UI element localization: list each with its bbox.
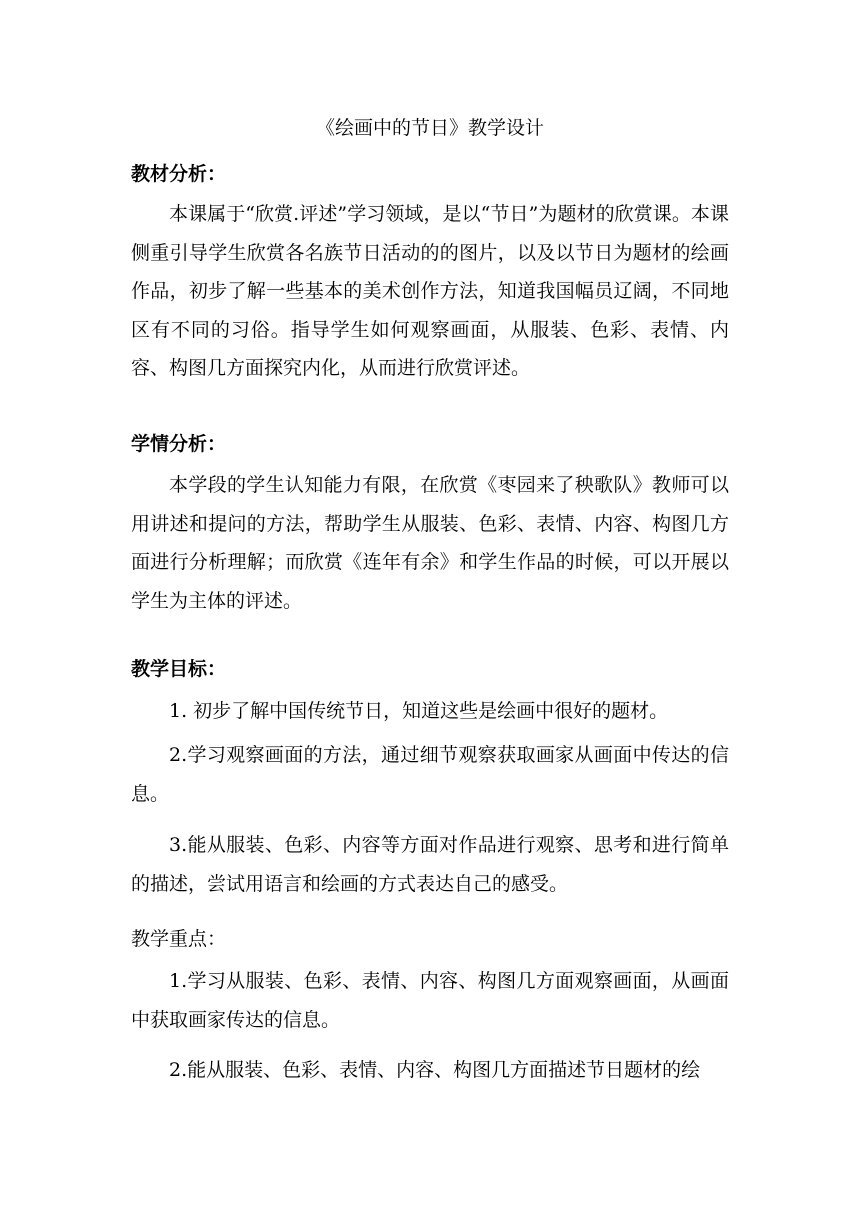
teaching-focus-item-2: 2.能从服装、色彩、表情、内容、构图几方面描述节日题材的绘 xyxy=(169,1059,701,1081)
section-heading-student-analysis: 学情分析： xyxy=(131,433,227,455)
section-heading-teaching-focus: 教学重点： xyxy=(131,928,227,950)
section-heading-material-analysis: 教材分析： xyxy=(131,163,227,185)
teaching-goal-item-1: 1. 初步了解中国传统节日，知道这些是绘画中很好的题材。 xyxy=(169,700,669,722)
section-heading-teaching-goals: 教学目标： xyxy=(131,658,227,680)
student-analysis-paragraph: 本学段的学生认知能力有限，在欣赏《枣园来了秧歌队》教师可以用讲述和提问的方法，帮助学生从服装、色彩、表情、内容、构图几方面进行分析理解；而欣赏《连年有余》和学生作品的时候，可以开展以学生为主体的评述。 xyxy=(131,474,729,612)
material-analysis-paragraph: 本课属于“欣赏.评述”学习领域，是以“节日”为题材的欣赏课。本课侧重引导学生欣赏各名族节日活动的的图片，以及以节日为题材的绘画作品，初步了解一些基本的美术创作方法，知道我国幅员辽阔，不同地区有不同的习俗。指导学生如何观察画面，从服装、色彩、表情、内容、构图几方面探究内化，从而进行欣赏评述。 xyxy=(131,203,729,379)
teaching-goal-item-2: 2.学习观察画面的方法，通过细节观察获取画家从画面中传达的信息。 xyxy=(131,744,729,805)
teaching-goal-item-3: 3.能从服装、色彩、内容等方面对作品进行观察、思考和进行简单的描述，尝试用语言和绘画的方式表达自己的感受。 xyxy=(131,834,729,895)
document-title: 《绘画中的节日》教学设计 xyxy=(315,117,544,139)
teaching-focus-item-1: 1.学习从服装、色彩、表情、内容、构图几方面观察画面，从画面中获取画家传达的信息。 xyxy=(131,970,729,1031)
